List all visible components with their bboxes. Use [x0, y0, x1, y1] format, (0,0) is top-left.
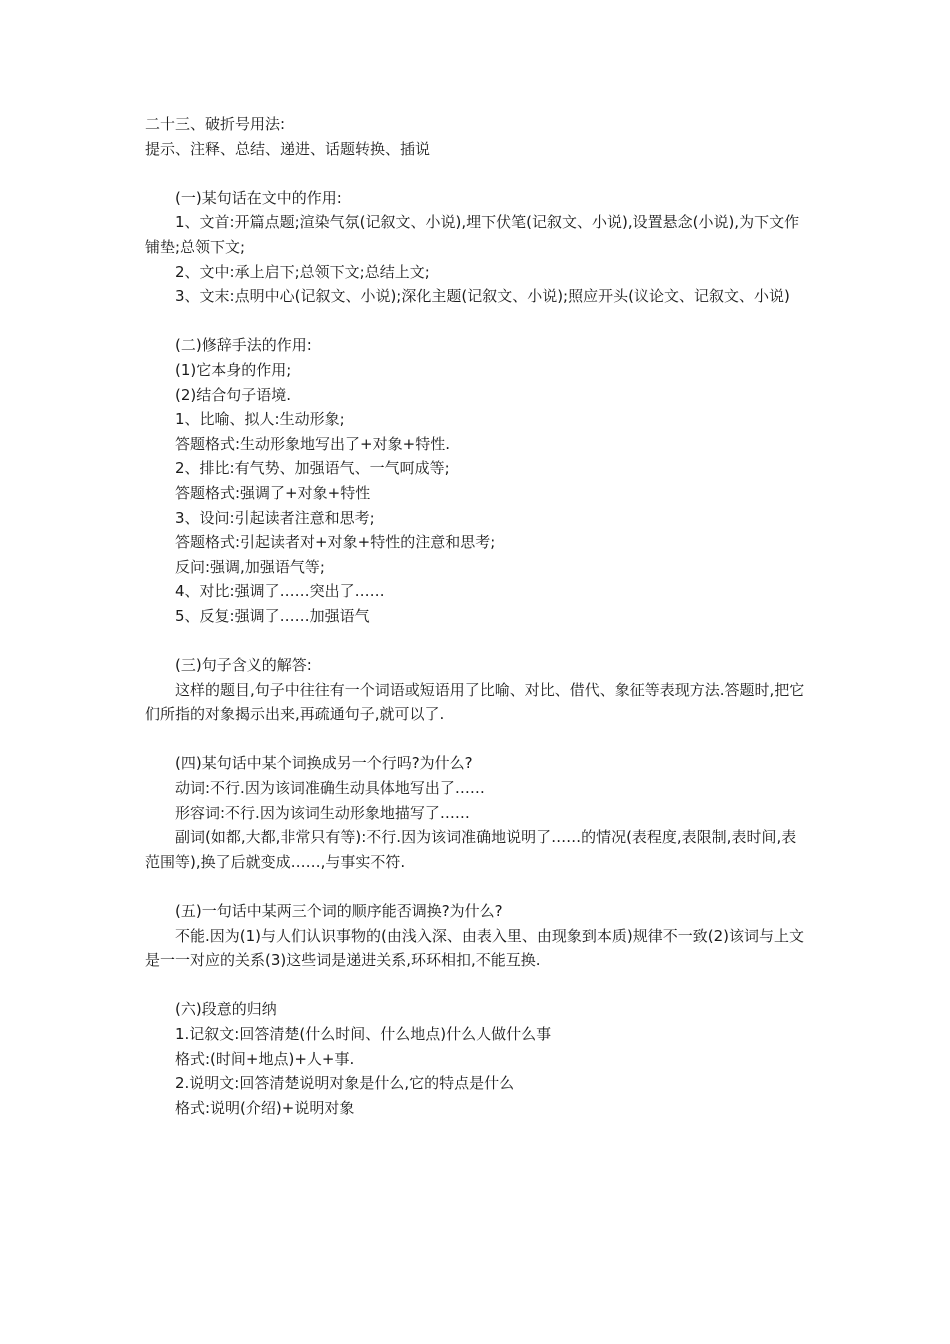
- section-heading: (五)一句话中某两三个词的顺序能否调换?为什么?: [175, 902, 503, 920]
- section-line: (1)它本身的作用;: [175, 360, 292, 379]
- section-line: 格式:说明(介绍)+说明对象: [175, 1098, 355, 1117]
- section-heading: (六)段意的归纳: [175, 1000, 277, 1019]
- section-line: 这样的题目,句子中往往有一个词语或短语用了比喻、对比、借代、象征等表现方法.答题时,把它们所指的对象揭示出来,再疏通句子,就可以了.: [145, 680, 805, 724]
- spacer: [145, 628, 810, 653]
- section-line: 反问:强调,加强语气等;: [175, 557, 325, 576]
- section-heading: (三)句子含义的解答:: [175, 656, 312, 675]
- section-line: 3、文末:点明中心(记叙文、小说);深化主题(记叙文、小说);照应开头(议论文、记叙文、小说): [175, 287, 790, 306]
- section-line: 3、设问:引起读者注意和思考;: [175, 508, 375, 527]
- section-line: 2.说明文:回答清楚说明对象是什么,它的特点是什么: [175, 1074, 515, 1093]
- section-line: 副词(如都,大都,非常只有等):不行.因为该词准确地说明了……的情况(表程度,表限制,表时间,表范围等),换了后就变成……,与事实不符.: [145, 828, 797, 871]
- section-line: 1、文首:开篇点题;渲染气氛(记叙文、小说),埋下伏笔(记叙文、小说),设置悬念(小说),为下文作铺垫;总领下文;: [145, 213, 800, 256]
- section-line: 2、文中:承上启下;总领下文;总结上文;: [175, 262, 430, 281]
- spacer: [145, 973, 810, 998]
- spacer: [145, 874, 810, 899]
- section-line: 4、对比:强调了……突出了……: [175, 582, 385, 601]
- section-line: 1、比喻、拟人:生动形象;: [175, 410, 345, 429]
- section-line: 答题格式:生动形象地写出了+对象+特性.: [175, 434, 450, 453]
- section-line: 1.记叙文:回答清楚(什么时间、什么地点)什么人做什么事: [175, 1024, 552, 1043]
- section-heading: (四)某句话中某个词换成另一个行吗?为什么?: [175, 754, 473, 773]
- section-line: 动词:不行.因为该词准确生动具体地写出了……: [175, 779, 485, 798]
- section-line: 答题格式:强调了+对象+特性: [175, 483, 371, 502]
- document-title: 二十三、破折号用法:: [145, 115, 286, 133]
- section-line: 格式:(时间+地点)+人+事.: [175, 1049, 355, 1068]
- document-body: [145, 112, 810, 1120]
- section-line: 2、排比:有气势、加强语气、一气呵成等;: [175, 459, 450, 478]
- section-heading: (二)修辞手法的作用:: [175, 336, 312, 355]
- section-line: 答题格式:引起读者对+对象+特性的注意和思考;: [175, 533, 496, 552]
- document-subtitle: 提示、注释、总结、递进、话题转换、插说: [145, 139, 431, 158]
- section-line: 5、反复:强调了……加强语气: [175, 606, 370, 625]
- section-line: (2)结合句子语境.: [175, 385, 292, 404]
- section-line: 不能.因为(1)与人们认识事物的(由浅入深、由表入里、由现象到本质)规律不一致(2)该词与上文是一一对应的关系(3)这些词是递进关系,环环相扣,不能互换.: [145, 926, 804, 970]
- spacer: [145, 727, 810, 752]
- spacer: [145, 309, 810, 334]
- section-line: 形容词:不行.因为该词生动形象地描写了……: [175, 803, 470, 822]
- spacer: [145, 161, 810, 186]
- section-heading: (一)某句话在文中的作用:: [175, 188, 342, 207]
